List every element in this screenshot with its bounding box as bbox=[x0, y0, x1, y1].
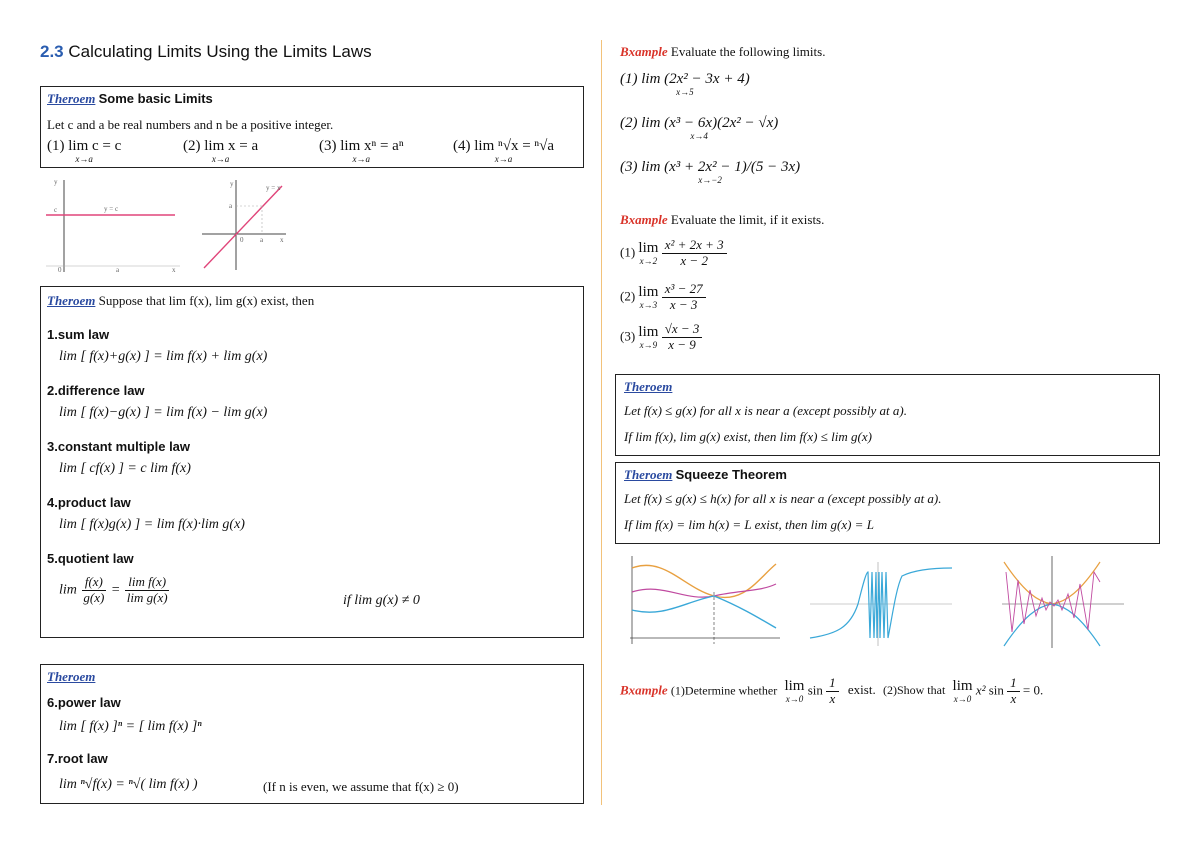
example2-item3: (3) lim x→9 $\frac{√x - 3}{x - 9}$ bbox=[620, 322, 702, 353]
limit-laws-box bbox=[40, 286, 584, 638]
constant-multiple-law-formula: lim [ cf(x) ] = c lim f(x) bbox=[59, 461, 191, 476]
column-divider bbox=[601, 40, 602, 805]
graph1-c-label: c bbox=[54, 206, 58, 214]
basic-limits-subtitle: Some basic Limits bbox=[98, 91, 213, 106]
quotient-law-title: 5.quotient law bbox=[47, 551, 134, 566]
example2-item1: (1) lim x→2 $\frac{\text{x² + 2x + 3}}{x - 2}$ bbox=[620, 238, 727, 269]
sin-reciprocal-graph bbox=[806, 558, 956, 648]
squeeze-line2: If lim f(x) = lim h(x) = L exist, then lim g(x) = L bbox=[624, 517, 874, 532]
example2-intro: Evaluate the limit, if it exists. bbox=[670, 212, 825, 227]
graph-constant-function bbox=[40, 174, 190, 278]
basic-limit-3: (3) lim xⁿ = aⁿ x→a bbox=[319, 138, 404, 164]
graph1-y-label: y bbox=[54, 178, 58, 186]
example2-heading bbox=[620, 212, 824, 228]
basic-limit-1-text: (1) lim c = c bbox=[47, 138, 122, 154]
sum-law-formula: lim [ f(x)+g(x) ] = lim f(x) + lim g(x) bbox=[59, 349, 268, 364]
theorem-label: Theroem bbox=[47, 91, 96, 106]
graph1-a-label: a bbox=[116, 266, 120, 274]
squeeze-subtitle: Squeeze Theorem bbox=[675, 467, 787, 482]
constant-multiple-law-title: 3.constant multiple law bbox=[47, 439, 191, 454]
product-law-title: 4.product law bbox=[47, 495, 131, 510]
graph2-origin: 0 bbox=[240, 236, 244, 244]
comparison-theorem-box bbox=[615, 374, 1160, 456]
example1-item2: (2) lim (x³ − 6x)(2x² − √x) x→4 bbox=[620, 115, 779, 141]
graph2-x-label: x bbox=[280, 236, 284, 244]
quotient-law-condition: if lim g(x) ≠ 0 bbox=[343, 593, 420, 608]
x-squared-sin-graph bbox=[998, 552, 1128, 650]
graph1-origin: 0 bbox=[58, 266, 62, 274]
basic-limits-intro: Let c and a be real numbers and n be a positive integer. bbox=[47, 117, 334, 132]
power-root-laws-box bbox=[40, 664, 584, 804]
graph1-x-label: x bbox=[172, 266, 176, 274]
root-law-formula: lim ⁿ√f(x) = ⁿ√( lim f(x) ) bbox=[59, 777, 198, 792]
section-number: 2.3 bbox=[40, 42, 64, 61]
root-law-title: 7.root law bbox=[47, 751, 108, 766]
theorem-label: Theroem bbox=[624, 467, 673, 482]
page-title bbox=[40, 42, 372, 62]
example1-item1: (1) lim (2x² − 3x + 4) x→5 bbox=[620, 71, 750, 97]
quotient-law-formula: lim $\frac{f(x)}{g(x)}$ = $\frac{\text{lim f(x)}}{\text{lim g(x)}}$ bbox=[59, 574, 168, 605]
example1-intro: Evaluate the following limits. bbox=[670, 44, 826, 59]
example1-item3: (3) lim (x³ + 2x² − 1)/(5 − 3x) x→−2 bbox=[620, 159, 801, 185]
basic-limit-2: (2) lim x = a x→a bbox=[183, 138, 259, 164]
squeeze-graph bbox=[624, 552, 784, 648]
graph2-a-label-x: a bbox=[260, 236, 264, 244]
example-label: Bxample bbox=[620, 44, 668, 59]
comparison-line2: If lim f(x), lim g(x) exist, then lim f(x) ≤ lim g(x) bbox=[624, 429, 872, 444]
theorem-label: Theroem bbox=[47, 293, 96, 308]
graph2-a-label-y: a bbox=[229, 202, 233, 210]
theorem-label: Theroem bbox=[47, 669, 96, 684]
basic-limits-box bbox=[40, 86, 584, 168]
basic-limit-1: (1) lim c = c x→a bbox=[47, 138, 122, 164]
product-law-formula: lim [ f(x)g(x) ] = lim f(x)·lim g(x) bbox=[59, 517, 245, 532]
power-law-title: 6.power law bbox=[47, 695, 121, 710]
example-label: Bxample bbox=[620, 682, 668, 698]
squeeze-theorem-box bbox=[615, 462, 1160, 544]
graph1-line-label: y = c bbox=[104, 205, 119, 213]
difference-law-title: 2.difference law bbox=[47, 383, 145, 398]
graph2-y-label: y bbox=[230, 180, 234, 188]
squeeze-line1: Let f(x) ≤ g(x) ≤ h(x) for all x is near a (except possibly at a). bbox=[624, 491, 942, 506]
example3: Bxample (1)Determine whether lim x→0 sin $\frac{1}{x}$ exist. (2)Show that lim x→0 x² sin $\frac{1}{x}$ = 0. bbox=[620, 675, 1044, 706]
theorem-label: Theroem bbox=[624, 379, 673, 394]
example-label: Bxample bbox=[620, 212, 668, 227]
root-law-condition: (If n is even, we assume that f(x) ≥ 0) bbox=[263, 779, 459, 794]
example1-heading bbox=[620, 44, 825, 60]
example3-part1-end: exist. bbox=[847, 682, 876, 698]
example3-part1: (1)Determine whether bbox=[670, 683, 778, 698]
limit-laws-intro: Suppose that lim f(x), lim g(x) exist, then bbox=[98, 293, 315, 308]
difference-law-formula: lim [ f(x)−g(x) ] = lim f(x) − lim g(x) bbox=[59, 405, 268, 420]
graph-identity-function bbox=[196, 176, 292, 272]
comparison-line1: Let f(x) ≤ g(x) for all x is near a (except possibly at a). bbox=[624, 403, 907, 418]
example3-part2: (2)Show that bbox=[882, 683, 946, 698]
example3-part2-end: = 0. bbox=[1022, 682, 1044, 698]
basic-limit-4: (4) lim ⁿ√x = ⁿ√a x→a bbox=[453, 138, 555, 164]
example2-item2: (2) lim x→3 $\frac{\text{x³ − 27}}{x - 3}$ bbox=[620, 282, 706, 313]
graph2-line-label: y = x bbox=[266, 184, 281, 192]
power-law-formula: lim [ f(x) ]ⁿ = [ lim f(x) ]ⁿ bbox=[59, 719, 202, 734]
sum-law-title: 1.sum law bbox=[47, 327, 110, 342]
section-title: Calculating Limits Using the Limits Laws bbox=[68, 42, 372, 61]
